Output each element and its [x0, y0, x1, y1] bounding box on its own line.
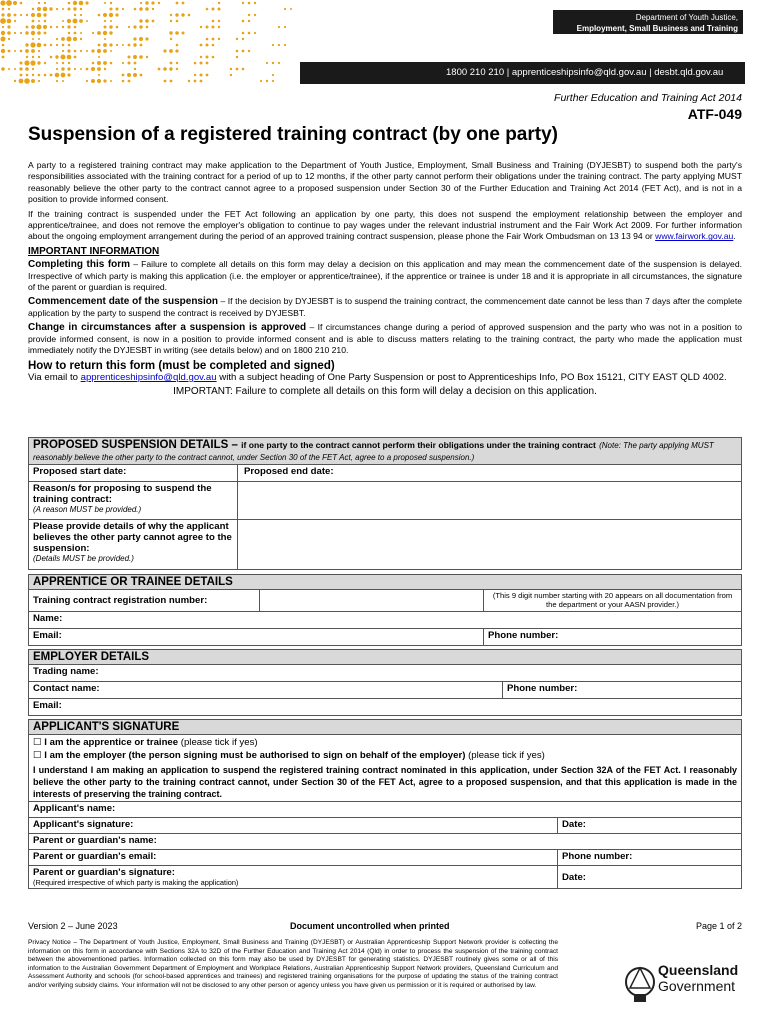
signature-table	[28, 719, 742, 889]
employer-email-field[interactable]: Email:	[29, 699, 742, 716]
email-link[interactable]: apprenticeshipsinfo@qld.gov.au	[80, 371, 217, 383]
details-input[interactable]	[238, 520, 742, 570]
guardian-signature-field[interactable]: Parent or guardian's signature: (Required irrespective of which party is making the application)	[29, 866, 558, 889]
howto-important: IMPORTANT: Failure to complete all details on this form will delay a decision on this application.	[173, 386, 597, 398]
email-field[interactable]: Email:	[29, 629, 484, 646]
declaration: I understand I am making an application to suspend the registered training contract nominated in this application, under Section 32A of the FET Act. I reasonably believe the other party to the training contract cannot, under Section 30 of the FET Act, agree to a proposed suspension, and that this application is made in the interests of preserving the training contract.	[33, 765, 737, 799]
apprentice-heading: APPRENTICE OR TRAINEE DETAILS	[29, 575, 742, 590]
reg-label: Training contract registration number:	[29, 590, 260, 612]
employer-heading: EMPLOYER DETAILS	[29, 650, 742, 665]
fairwork-link[interactable]: www.fairwork.gov.au	[655, 231, 734, 242]
start-date-field[interactable]: Proposed start date:	[29, 465, 238, 482]
reasons-input[interactable]	[238, 482, 742, 520]
change-paragraph: Change in circumstances after a suspension is approved – If circumstances change during a period of approved suspension and the party who was not in a position to provide informed consent, is now in a position to provide informed consent and is able to discuss matters relating to the training contract, the party who made the application must immediately notify the DYJESBT in writing (see details below) and on 1800 210 210.	[28, 322, 742, 356]
phone-field[interactable]: Phone number:	[484, 629, 742, 646]
logo-line1: Queensland	[658, 962, 739, 978]
checkbox-icon[interactable]: ☐	[33, 750, 42, 761]
dept-line2: Employment, Small Business and Training	[576, 24, 738, 33]
option-employer[interactable]: ☐ I am the employer (the person signing must be authorised to sign on behalf of the employer) (please tick if yes)	[33, 750, 545, 761]
form-code: ATF-049	[687, 106, 742, 122]
completing-paragraph: Completing this form – Failure to complete all details on this form may delay a decision on this application and may mean the commencement date of the suspension is delayed. Irrespective of which party is making this application (i.e. the employer or apprentice/trainee), if the apprentice or trainee is under 18 and it is appropriate in all circumstances, the signature of the parent or guardian is required.	[28, 259, 742, 293]
option-apprentice[interactable]: ☐ I am the apprentice or trainee (please tick if yes)	[33, 737, 258, 748]
dot-pattern-graphic	[0, 0, 300, 85]
dept-line1: Department of Youth Justice,	[635, 13, 738, 22]
commence-paragraph: Commencement date of the suspension – If the decision by DYJESBT is to suspend the training contract, the commencement date cannot be less than 7 days after the complete application by the party to suspend the contract is received by DYJESBT.	[28, 296, 742, 318]
page-title: Suspension of a registered training contract (by one party)	[28, 124, 558, 145]
name-field[interactable]: Name:	[29, 612, 742, 629]
checkbox-icon[interactable]: ☐	[33, 737, 42, 748]
page-header	[0, 0, 770, 90]
proposed-suspension-table: PROPOSED SUSPENSION DETAILS – if one party to the contract cannot perform their obligations under the training contract (Note: The party applying MUST reasonably believe the other party to the contract cannot, under Section 30 of the FET Act, agree to a proposed suspension.) Proposed start date: Proposed end date: Reason/s for proposing to suspend the training contract: (A reason MUST be provided.) Please provide details of why the applicant believes the other party cannot agree to the suspension: (Details MUST be provided.)	[28, 437, 742, 570]
queensland-government-logo	[658, 962, 738, 994]
reg-note: (This 9 digit number starting with 20 appears on all documentation from the department or your AASN provider.)	[484, 590, 742, 612]
important-heading: IMPORTANT INFORMATION	[28, 245, 160, 257]
guardian-date-field[interactable]: Date:	[558, 866, 742, 889]
guardian-phone-field[interactable]: Phone number:	[558, 850, 742, 866]
contact-name-field[interactable]: Contact name:	[29, 682, 503, 699]
applicant-signature-field[interactable]: Applicant's signature:	[29, 818, 558, 834]
intro-section	[28, 160, 742, 398]
version-text: Version 2 – June 2023	[28, 921, 118, 931]
contact-bar: 1800 210 210 | apprenticeshipsinfo@qld.gov.au | desbt.qld.gov.au	[300, 62, 745, 84]
page-number: Page 1 of 2	[695, 921, 742, 931]
signature-heading: APPLICANT'S SIGNATURE	[29, 720, 742, 735]
apprentice-table	[28, 574, 742, 646]
applicant-date-field[interactable]: Date:	[558, 818, 742, 834]
employer-phone-field[interactable]: Phone number:	[503, 682, 742, 699]
applicant-name-field[interactable]: Applicant's name:	[29, 802, 742, 818]
proposed-heading: PROPOSED SUSPENSION DETAILS –	[33, 439, 238, 451]
end-date-field[interactable]: Proposed end date:	[238, 465, 742, 482]
reg-input[interactable]	[260, 590, 484, 612]
logo-line2: Government	[658, 978, 736, 994]
trading-name-field[interactable]: Trading name:	[29, 665, 742, 682]
department-logo	[553, 10, 743, 34]
uncontrolled-text: Document uncontrolled when printed	[290, 921, 450, 931]
intro-paragraph-2: If the training contract is suspended under the FET Act following an application by one party, this does not suspend the employment relationship between the employer and apprentice/trainee, and does not remove the employer's obligation to continue to pay wages under the relevant industrial instrument and the Fair Work Act 2009. For further information about the ongoing employment arrangement during the period of an approved training contract suspension, please phone the Fair Work Ombudsman on 13 13 94 or www.fairwork.gov.au.	[28, 208, 742, 242]
intro-paragraph-1: A party to a registered training contract may make application to the Department of Youth Justice, Employment, Small Business and Training (DYJESBT) to suspend both the party's responsibilities associated with the training contract for a period of up to 12 months, if the other party cannot perform their obligations under the training contract. The party applying MUST reasonably believe the other party to the contract cannot agree to a proposed suspension under Section 30 of the Further Education and Training Act 2014 (FET Act), and is not in a position to provide informed consent.	[28, 160, 742, 205]
employer-table	[28, 649, 742, 716]
privacy-notice: Privacy Notice – The Department of Youth Justice, Employment, Small Business and Training (DYJESBT) or Australian Apprenticeship Support Network provider is collecting the information on this form in accordance with Sections 32A to 32D of the Further Education and Training Act 2014 (Qld) in order to process the suspension of the training contract between the abovementioned parties. Information collected on this form may also be used by DYJESBT for generating statistics. DYJESBT routinely gives some or all of this information to the Australian Government Department of Employment and Workplace Relations, Australian Apprenticeship Support Network providers, Queensland Curriculum and Assessment Authority and schools (for school-based apprentices and trainees) and registered training organisations for the purpose of updating the status of the training contract and/or verifying subsidy claims. Your information will not be disclosed to any other person or agency unless you have given us permission or it is required or authorised by law.	[28, 939, 558, 989]
footer	[28, 921, 742, 931]
act-reference: Further Education and Training Act 2014	[554, 92, 742, 104]
guardian-email-field[interactable]: Parent or guardian's email:	[29, 850, 558, 866]
howto-paragraph: Via email to apprenticeshipsinfo@qld.gov.au with a subject heading of One Party Suspension or post to Apprenticeships Info, PO Box 15121, CITY EAST QLD 4002.	[28, 371, 727, 383]
guardian-name-field[interactable]: Parent or guardian's name:	[29, 834, 742, 850]
reasons-label: Reason/s for proposing to suspend the training contract: (A reason MUST be provided.)	[29, 482, 238, 520]
details-label: Please provide details of why the applicant believes the other party cannot agree to the suspension: (Details MUST be provided.)	[29, 520, 238, 570]
howto-heading: How to return this form (must be completed and signed)	[28, 359, 335, 372]
